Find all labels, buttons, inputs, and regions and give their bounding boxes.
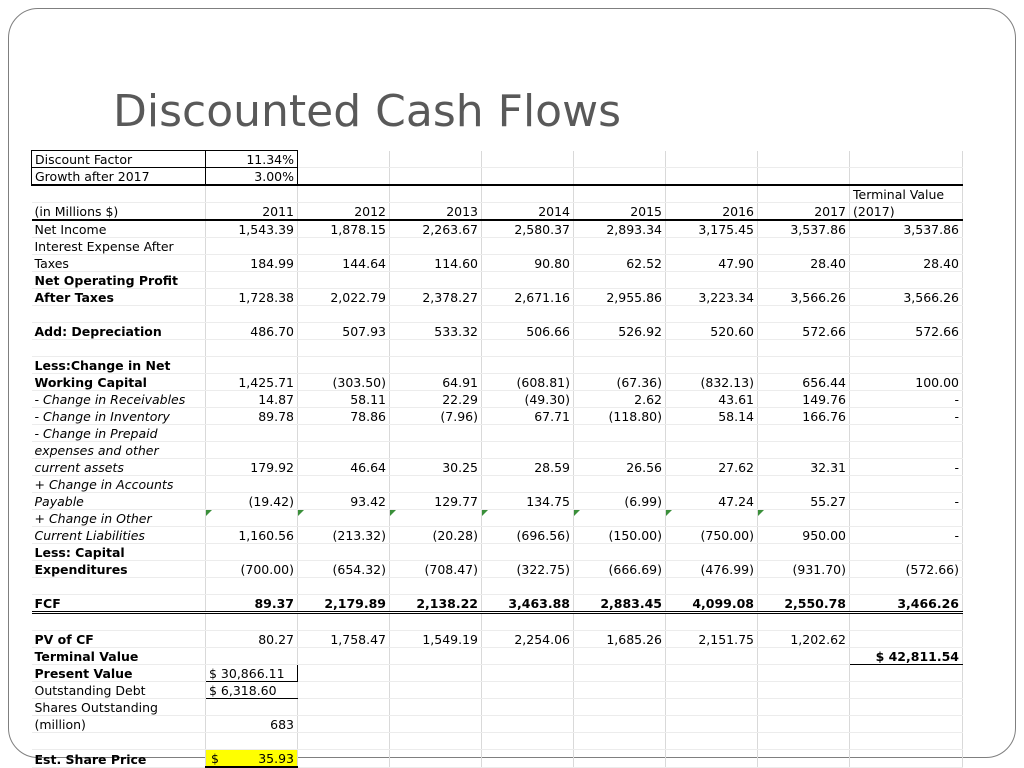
- payable-row: [32, 493, 963, 510]
- row-label: expenses and other: [32, 442, 206, 459]
- cell: 134.75: [482, 493, 574, 510]
- share-price-label: Est. Share Price: [32, 750, 206, 768]
- nopat-row: [32, 289, 963, 306]
- cell: (7.96): [390, 408, 482, 425]
- terminal-header-line2: (2017): [850, 203, 963, 221]
- cell: 2,263.67: [390, 220, 482, 238]
- cell: (49.30): [482, 391, 574, 408]
- row-label: FCF: [32, 595, 206, 613]
- cell: 47.24: [666, 493, 758, 510]
- cell: 506.66: [482, 323, 574, 340]
- cell: 3,537.86: [758, 220, 850, 238]
- growth-value: 3.00%: [206, 168, 298, 186]
- capex-row: [32, 561, 963, 578]
- inventory-row: [32, 408, 963, 425]
- cell: 46.64: [298, 459, 390, 476]
- debt-label: Outstanding Debt: [32, 682, 206, 699]
- cell: 129.77: [390, 493, 482, 510]
- cell: 90.80: [482, 255, 574, 272]
- growth-row: [32, 168, 963, 186]
- cell: (20.28): [390, 527, 482, 544]
- terminal-value: $ 42,811.54: [850, 648, 963, 665]
- cell: 2,254.06: [482, 631, 574, 648]
- present-value-row: [32, 665, 963, 682]
- growth-label: Growth after 2017: [32, 168, 206, 186]
- row-label: - Change in Prepaid: [32, 425, 206, 442]
- cell: 2,883.45: [574, 595, 666, 613]
- fcf-row: [32, 595, 963, 613]
- cell: (19.42): [206, 493, 298, 510]
- cell: 100.00: [850, 374, 963, 391]
- cell: (708.47): [390, 561, 482, 578]
- cell: 67.71: [482, 408, 574, 425]
- cell: 1,758.47: [298, 631, 390, 648]
- terminal-value-label: Terminal Value: [32, 648, 206, 665]
- row-label: Net Income: [32, 220, 206, 238]
- cell: 166.76: [758, 408, 850, 425]
- cell: (67.36): [574, 374, 666, 391]
- prepaid-row: [32, 459, 963, 476]
- row-label: Current Liabilities: [32, 527, 206, 544]
- cell: 30.25: [390, 459, 482, 476]
- cell: 3,223.34: [666, 289, 758, 306]
- row-label: - Change in Inventory: [32, 408, 206, 425]
- cell: 2,893.34: [574, 220, 666, 238]
- slide-title: Discounted Cash Flows: [113, 86, 621, 137]
- cell: 1,549.19: [390, 631, 482, 648]
- row-label: After Taxes: [32, 289, 206, 306]
- cell: 3,566.26: [758, 289, 850, 306]
- share-price-cell: [206, 750, 298, 768]
- row-label: Taxes: [32, 255, 206, 272]
- net-income-row: [32, 220, 963, 238]
- units-label: (in Millions $): [32, 203, 206, 221]
- debt-row: [32, 682, 963, 699]
- row-label: PV of CF: [32, 631, 206, 648]
- nwc-row: [32, 374, 963, 391]
- years-header-row: [32, 203, 963, 221]
- cell: 2,378.27: [390, 289, 482, 306]
- receivables-row: [32, 391, 963, 408]
- cell: 2,138.22: [390, 595, 482, 613]
- share-price-row: [32, 750, 963, 768]
- cell: 656.44: [758, 374, 850, 391]
- cell: (303.50): [298, 374, 390, 391]
- cell: -: [850, 493, 963, 510]
- cell: (572.66): [850, 561, 963, 578]
- cell: 47.90: [666, 255, 758, 272]
- cell: -: [850, 527, 963, 544]
- error-marker-icon: [666, 510, 672, 516]
- share-price-currency: $: [211, 751, 219, 766]
- cell: 1,728.38: [206, 289, 298, 306]
- error-marker-icon: [206, 510, 212, 516]
- cell: 144.64: [298, 255, 390, 272]
- cell: 526.92: [574, 323, 666, 340]
- present-value-label: Present Value: [32, 665, 206, 682]
- cell: 28.40: [850, 255, 963, 272]
- cell: 179.92: [206, 459, 298, 476]
- cell: 2,022.79: [298, 289, 390, 306]
- cell: 572.66: [850, 323, 963, 340]
- cell: 89.78: [206, 408, 298, 425]
- cell: 2.62: [574, 391, 666, 408]
- cell: 520.60: [666, 323, 758, 340]
- cell: 93.42: [298, 493, 390, 510]
- terminal-value-row: [32, 648, 963, 665]
- row-label: Payable: [32, 493, 206, 510]
- cell: 2,151.75: [666, 631, 758, 648]
- row-label: Add: Depreciation: [32, 323, 206, 340]
- present-value: $ 30,866.11: [206, 665, 298, 682]
- year-2016: 2016: [666, 203, 758, 221]
- row-label: - Change in Receivables: [32, 391, 206, 408]
- cell: (608.81): [482, 374, 574, 391]
- cell: 14.87: [206, 391, 298, 408]
- cell: 533.32: [390, 323, 482, 340]
- shares-row: [32, 716, 963, 733]
- row-label: + Change in Accounts: [32, 476, 206, 493]
- year-2012: 2012: [298, 203, 390, 221]
- cell: 2,671.16: [482, 289, 574, 306]
- cell: 2,955.86: [574, 289, 666, 306]
- cell: (6.99): [574, 493, 666, 510]
- cell: 4,099.08: [666, 595, 758, 613]
- row-label: Less:Change in Net: [32, 357, 206, 374]
- depreciation-row: [32, 323, 963, 340]
- error-marker-icon: [298, 510, 304, 516]
- cell: -: [850, 408, 963, 425]
- cell: (700.00): [206, 561, 298, 578]
- cell: 28.59: [482, 459, 574, 476]
- debt-value: $ 6,318.60: [206, 682, 298, 699]
- cell: -: [850, 459, 963, 476]
- cell: 1,160.56: [206, 527, 298, 544]
- cell: 950.00: [758, 527, 850, 544]
- terminal-header-line1: Terminal Value: [850, 185, 963, 203]
- row-label: Expenditures: [32, 561, 206, 578]
- shares-value: 683: [206, 716, 298, 733]
- cell: 1,685.26: [574, 631, 666, 648]
- cell: (150.00): [574, 527, 666, 544]
- cell: 32.31: [758, 459, 850, 476]
- error-marker-icon: [574, 510, 580, 516]
- row-label: Less: Capital: [32, 544, 206, 561]
- cell: 2,179.89: [298, 595, 390, 613]
- cell: 2,580.37: [482, 220, 574, 238]
- cell: 507.93: [298, 323, 390, 340]
- cell: 2,550.78: [758, 595, 850, 613]
- cell: 27.62: [666, 459, 758, 476]
- cell: 486.70: [206, 323, 298, 340]
- cell: 58.11: [298, 391, 390, 408]
- cell: (654.32): [298, 561, 390, 578]
- cell: 572.66: [758, 323, 850, 340]
- cell: (118.80): [574, 408, 666, 425]
- cell: 1,425.71: [206, 374, 298, 391]
- cell: 1,878.15: [298, 220, 390, 238]
- cell: 3,466.26: [850, 595, 963, 613]
- cell: (832.13): [666, 374, 758, 391]
- dcf-table: [31, 150, 963, 768]
- cell: (322.75): [482, 561, 574, 578]
- cell: (666.69): [574, 561, 666, 578]
- cell: 78.86: [298, 408, 390, 425]
- cell: 114.60: [390, 255, 482, 272]
- cell: (931.70): [758, 561, 850, 578]
- cell: 43.61: [666, 391, 758, 408]
- error-marker-icon: [390, 510, 396, 516]
- interest-row: [32, 255, 963, 272]
- cell: 55.27: [758, 493, 850, 510]
- year-2014: 2014: [482, 203, 574, 221]
- cell: 22.29: [390, 391, 482, 408]
- cell: 3,566.26: [850, 289, 963, 306]
- year-2015: 2015: [574, 203, 666, 221]
- cell: 3,537.86: [850, 220, 963, 238]
- discount-factor-value: 11.34%: [206, 151, 298, 168]
- row-label: Net Operating Profit: [32, 272, 206, 289]
- cell: -: [850, 391, 963, 408]
- row-label: + Change in Other: [32, 510, 206, 527]
- other-liabilities-row: [32, 527, 963, 544]
- cell: 89.37: [206, 595, 298, 613]
- cell: 26.56: [574, 459, 666, 476]
- shares-label: (million): [32, 716, 206, 733]
- share-price-value: 35.93: [258, 751, 294, 766]
- year-2013: 2013: [390, 203, 482, 221]
- cell: 3,175.45: [666, 220, 758, 238]
- cell: 80.27: [206, 631, 298, 648]
- discount-factor-label: Discount Factor: [32, 151, 206, 168]
- cell: 64.91: [390, 374, 482, 391]
- cell: (696.56): [482, 527, 574, 544]
- cell: 149.76: [758, 391, 850, 408]
- cell: (213.32): [298, 527, 390, 544]
- year-2011: 2011: [206, 203, 298, 221]
- year-2017: 2017: [758, 203, 850, 221]
- cell: 184.99: [206, 255, 298, 272]
- discount-factor-row: [32, 151, 963, 168]
- cell: (476.99): [666, 561, 758, 578]
- row-label: Working Capital: [32, 374, 206, 391]
- error-marker-icon: [758, 510, 764, 516]
- cell: 28.40: [758, 255, 850, 272]
- row-label: Interest Expense After: [32, 238, 206, 255]
- cell: 1,202.62: [758, 631, 850, 648]
- cell: 3,463.88: [482, 595, 574, 613]
- cell: 62.52: [574, 255, 666, 272]
- cell: 1,543.39: [206, 220, 298, 238]
- error-marker-icon: [482, 510, 488, 516]
- cell: (750.00): [666, 527, 758, 544]
- shares-label: Shares Outstanding: [32, 699, 206, 716]
- pv-row: [32, 631, 963, 648]
- row-label: current assets: [32, 459, 206, 476]
- cell: 58.14: [666, 408, 758, 425]
